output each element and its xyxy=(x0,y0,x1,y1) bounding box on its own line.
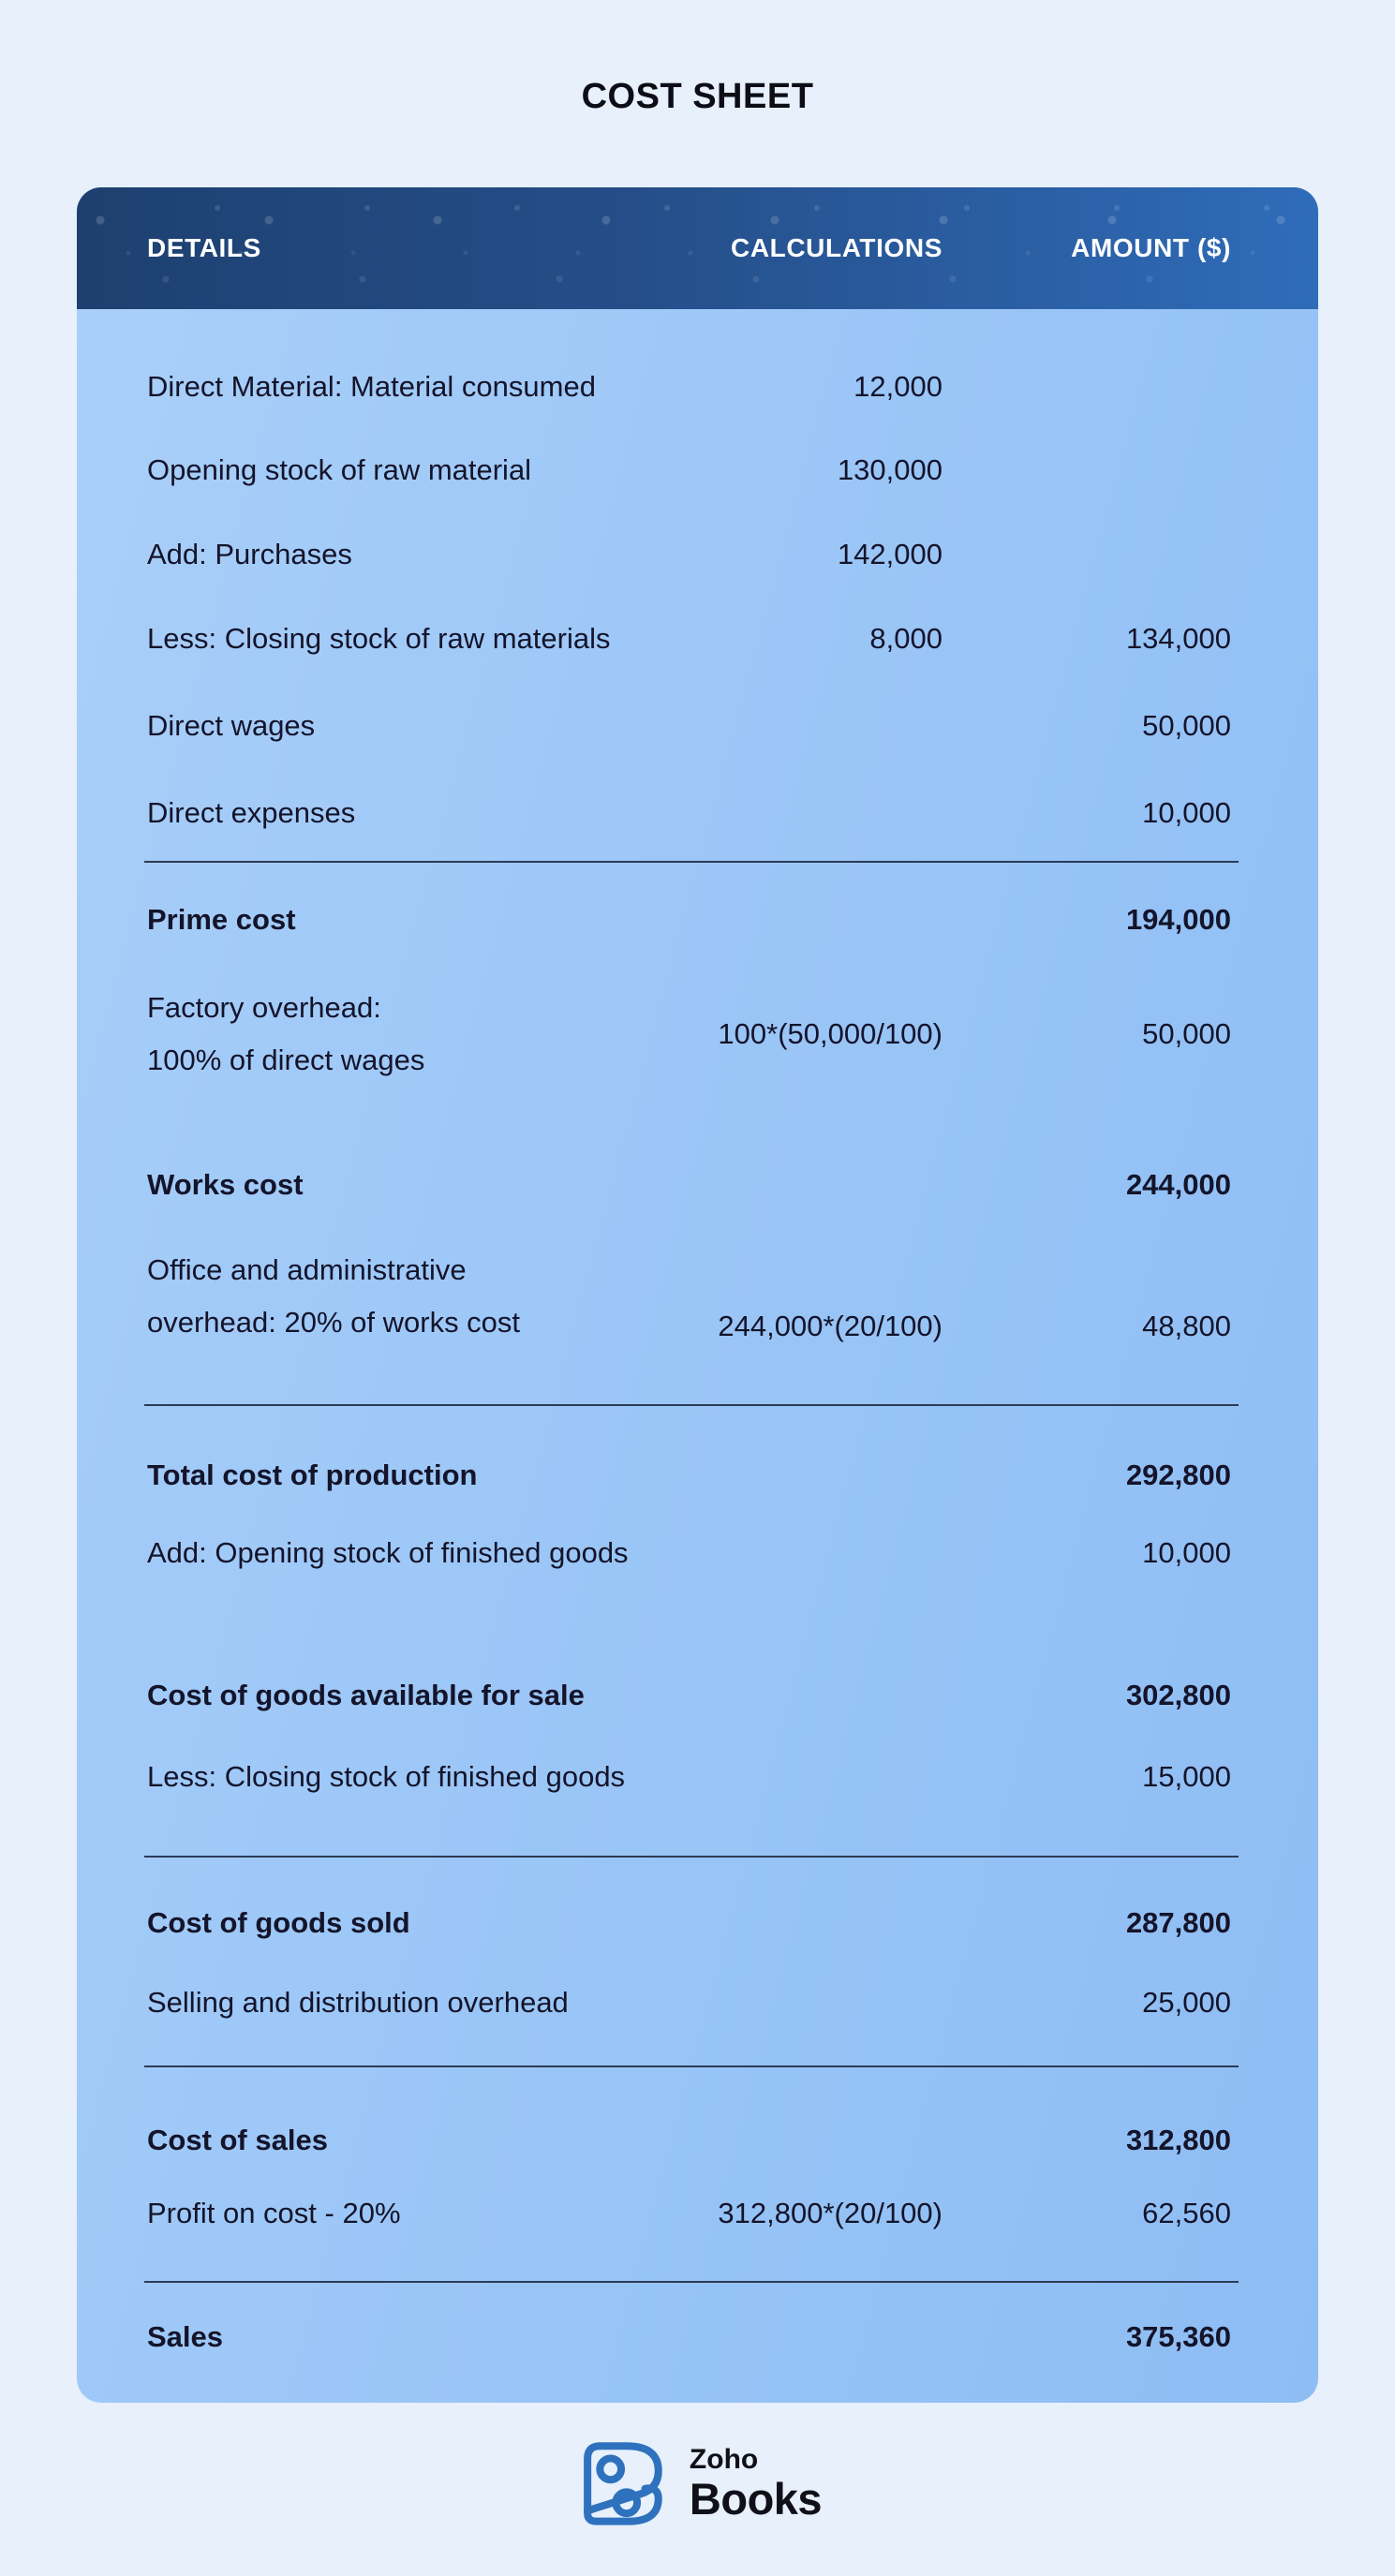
section-divider xyxy=(144,2281,1239,2283)
row-details: Opening stock of raw material xyxy=(147,453,532,486)
zoho-books-logo-icon xyxy=(573,2432,671,2535)
row-details: Total cost of production xyxy=(147,1458,478,1491)
row-amount: 50,000 xyxy=(1142,1017,1231,1050)
row-calculation: 12,000 xyxy=(853,370,942,403)
row-sales xyxy=(77,2317,1318,2358)
row-details: Cost of goods sold xyxy=(147,1906,410,1939)
section-divider xyxy=(144,2065,1239,2067)
column-header-amount: AMOUNT ($) xyxy=(1071,233,1231,262)
row-calculation: 8,000 xyxy=(869,622,942,655)
row-details: Less: Closing stock of finished goods xyxy=(147,1760,626,1793)
table-header xyxy=(77,187,1318,309)
row-total-cost-of-production xyxy=(77,1455,1318,1496)
zoho-books-wordmark xyxy=(690,2444,822,2523)
row-amount: 10,000 xyxy=(1142,796,1231,829)
row-details-line1: Factory overhead: xyxy=(147,991,381,1024)
row-details-line2: overhead: 20% of works cost xyxy=(147,1306,521,1339)
row-calculation: 100*(50,000/100) xyxy=(718,1017,942,1050)
row-amount: 10,000 xyxy=(1142,1536,1231,1569)
row-amount: 48,800 xyxy=(1142,1310,1231,1342)
cost-sheet-card xyxy=(77,187,1318,2403)
row-less-closing-stock-raw-materials xyxy=(77,618,1318,659)
row-profit-on-cost xyxy=(77,2193,1318,2234)
row-opening-stock-raw-material xyxy=(77,450,1318,491)
row-factory-overhead xyxy=(77,978,1318,1090)
row-add-purchases xyxy=(77,534,1318,575)
row-less-closing-stock-finished-goods xyxy=(77,1756,1318,1798)
row-details xyxy=(147,1244,633,1349)
row-prime-cost xyxy=(77,899,1318,940)
row-cost-of-sales xyxy=(77,2120,1318,2161)
row-amount: 292,800 xyxy=(1125,1458,1231,1491)
row-selling-distribution-overhead xyxy=(77,1982,1318,2023)
row-cost-of-goods-available-for-sale xyxy=(77,1675,1318,1716)
row-amount: 302,800 xyxy=(1125,1679,1231,1711)
row-office-administrative-overhead xyxy=(77,1240,1318,1353)
row-amount: 25,000 xyxy=(1142,1986,1231,2019)
column-header-calculations: CALCULATIONS xyxy=(731,233,942,262)
row-calculation: 312,800*(20/100) xyxy=(718,2197,942,2229)
row-direct-wages xyxy=(77,705,1318,747)
section-divider xyxy=(144,1404,1239,1406)
row-amount: 312,800 xyxy=(1125,2124,1231,2156)
row-amount: 50,000 xyxy=(1142,709,1231,742)
row-details xyxy=(147,982,633,1087)
row-add-opening-stock-finished-goods xyxy=(77,1532,1318,1574)
section-divider xyxy=(144,861,1239,863)
row-details: Direct wages xyxy=(147,709,316,742)
page-title: COST SHEET xyxy=(581,77,814,116)
row-amount: 287,800 xyxy=(1125,1906,1231,1939)
row-works-cost xyxy=(77,1164,1318,1206)
row-details: Less: Closing stock of raw materials xyxy=(147,622,611,655)
row-calculation: 142,000 xyxy=(837,538,942,570)
row-details: Selling and distribution overhead xyxy=(147,1986,569,2019)
row-details: Sales xyxy=(147,2320,224,2353)
row-calculation: 130,000 xyxy=(837,453,942,486)
column-header-details: DETAILS xyxy=(147,233,261,262)
section-divider xyxy=(144,1856,1239,1858)
row-details: Cost of sales xyxy=(147,2124,328,2156)
row-direct-expenses xyxy=(77,792,1318,834)
row-amount: 134,000 xyxy=(1125,622,1231,655)
row-amount: 375,360 xyxy=(1125,2320,1231,2353)
row-details: Add: Opening stock of finished goods xyxy=(147,1536,629,1569)
row-amount: 194,000 xyxy=(1125,903,1231,936)
row-details-line2: 100% of direct wages xyxy=(147,1044,425,1076)
row-details: Prime cost xyxy=(147,903,296,936)
zoho-books-logo xyxy=(0,2432,1395,2535)
row-details: Direct Material: Material consumed xyxy=(147,370,596,403)
row-amount: 15,000 xyxy=(1142,1760,1231,1793)
row-details: Direct expenses xyxy=(147,796,356,829)
row-details: Add: Purchases xyxy=(147,538,352,570)
row-direct-material xyxy=(77,366,1318,407)
brand-name-books: Books xyxy=(689,2474,823,2524)
row-amount: 62,560 xyxy=(1142,2197,1231,2229)
row-details: Cost of goods available for sale xyxy=(147,1679,585,1711)
row-details-line1: Office and administrative xyxy=(147,1253,467,1286)
row-cost-of-goods-sold xyxy=(77,1902,1318,1944)
row-calculation: 244,000*(20/100) xyxy=(718,1310,942,1342)
row-details: Profit on cost - 20% xyxy=(147,2197,401,2229)
brand-name-zoho: Zoho xyxy=(689,2444,759,2475)
row-details: Works cost xyxy=(147,1168,304,1201)
row-amount: 244,000 xyxy=(1125,1168,1231,1201)
